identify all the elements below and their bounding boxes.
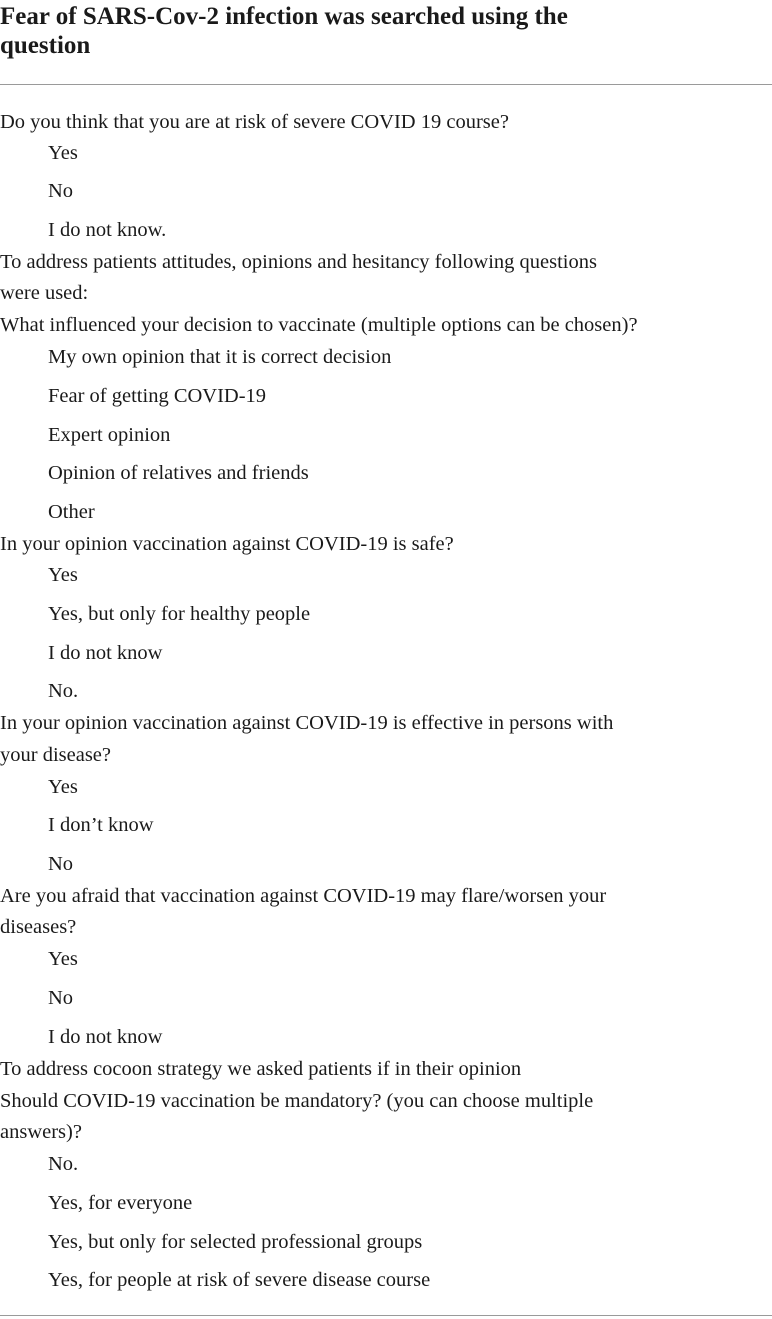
answer-option: No: [48, 853, 74, 875]
answer-option: Fear of getting COVID-19: [48, 385, 267, 407]
answer-option: Other: [48, 501, 95, 523]
question-line: To address patients attitudes, opinions and hesitancy following questions: [0, 251, 597, 273]
answer-option: I do not know: [48, 1026, 163, 1048]
header-line-1: Fear of SARS-Cov-2 infection was searched using the: [0, 3, 568, 30]
answer-option: Yes, but only for selected professional groups: [48, 1231, 423, 1253]
question-line: In your opinion vaccination against COVID-19 is effective in persons with: [0, 712, 614, 734]
answer-option: I don’t know: [48, 814, 154, 836]
header-rule: [0, 84, 772, 85]
answer-option: No: [48, 987, 74, 1009]
answer-option: I do not know.: [48, 219, 167, 241]
header-line-2: question: [0, 32, 91, 59]
question-line: To address cocoon strategy we asked patients if in their opinion: [0, 1058, 522, 1080]
question-line: your disease?: [0, 744, 111, 766]
answer-option: No.: [48, 1153, 79, 1175]
answer-option: Yes: [48, 948, 78, 970]
answer-option: Opinion of relatives and friends: [48, 462, 309, 484]
question-line: What influenced your decision to vaccinate (multiple options can be chosen)?: [0, 314, 638, 336]
answer-option: Yes, for everyone: [48, 1192, 193, 1214]
answer-option: Yes, but only for healthy people: [48, 603, 311, 625]
answer-option: Yes: [48, 564, 78, 586]
footer-rule: [0, 1315, 772, 1316]
answer-option: Yes, for people at risk of severe disease course: [48, 1269, 431, 1291]
answer-option: Expert opinion: [48, 424, 171, 446]
question-line: In your opinion vaccination against COVID-19 is safe?: [0, 533, 454, 555]
question-line: answers)?: [0, 1121, 82, 1143]
answer-option: No: [48, 180, 74, 202]
answer-option: Yes: [48, 142, 78, 164]
answer-option: I do not know: [48, 642, 163, 664]
question-line: Should COVID-19 vaccination be mandatory? (you can choose multiple: [0, 1090, 594, 1112]
answer-option: No.: [48, 680, 79, 702]
question-line: Are you afraid that vaccination against COVID-19 may flare/worsen your: [0, 885, 607, 907]
question-line: Do you think that you are at risk of severe COVID 19 course?: [0, 111, 509, 133]
question-line: were used:: [0, 282, 89, 304]
answer-option: My own opinion that it is correct decision: [48, 346, 392, 368]
answer-option: Yes: [48, 776, 78, 798]
question-line: diseases?: [0, 916, 77, 938]
